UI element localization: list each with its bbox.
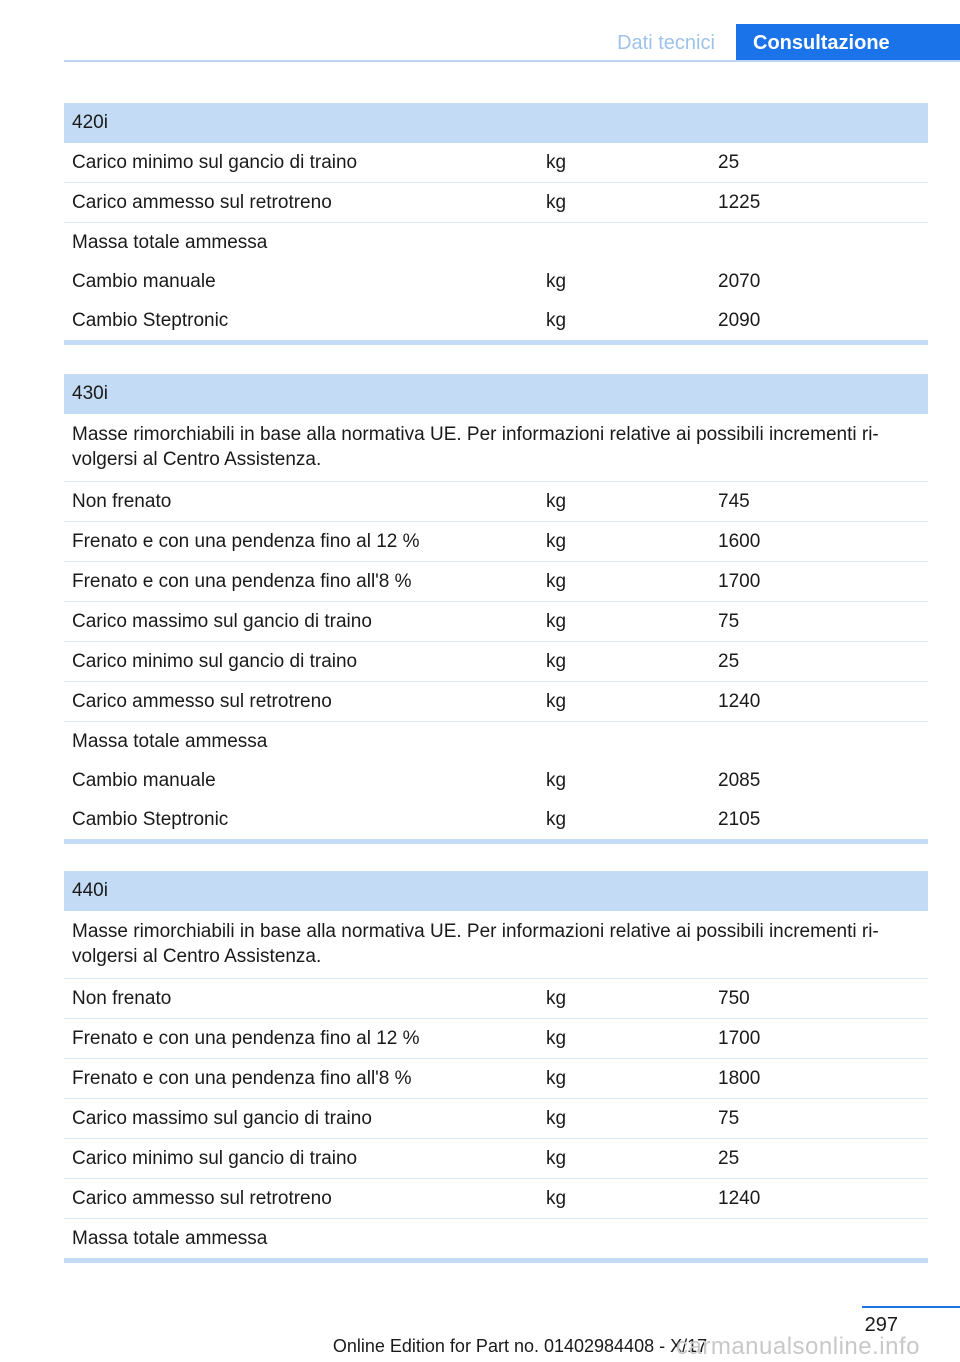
row-label: Carico minimo sul gancio di traino <box>72 151 358 173</box>
table-title: 420i <box>64 103 928 143</box>
table-title: 440i <box>64 871 928 911</box>
table-row <box>64 183 928 223</box>
row-value: 745 <box>718 490 750 512</box>
row-unit: kg <box>546 769 567 791</box>
row-unit: kg <box>546 987 567 1009</box>
row-label: Frenato e con una pendenza fino all'8 % <box>72 570 412 592</box>
row-label: Cambio manuale <box>72 270 216 292</box>
row-unit: kg <box>546 690 567 712</box>
row-unit: kg <box>546 1187 567 1209</box>
table-row <box>64 1059 928 1099</box>
row-label: Carico ammesso sul retrotreno <box>72 690 332 712</box>
row-unit: kg <box>546 1107 567 1129</box>
table-row <box>64 1019 928 1059</box>
table-footer-bar <box>64 839 928 844</box>
spec-table-420i <box>64 103 928 345</box>
table-row <box>64 1099 928 1139</box>
table-footer-bar <box>64 340 928 345</box>
row-subheading: Massa totale ammessa <box>72 231 268 253</box>
row-unit: kg <box>546 530 567 552</box>
row-value: 25 <box>718 1147 740 1169</box>
row-value: 1700 <box>718 1027 761 1049</box>
row-value: 2105 <box>718 808 761 830</box>
table-row <box>64 482 928 522</box>
row-unit: kg <box>546 570 567 592</box>
row-label: Non frenato <box>72 490 172 512</box>
row-label: Frenato e con una pendenza fino al 12 % <box>72 1027 420 1049</box>
row-value: 1800 <box>718 1067 761 1089</box>
table-footer-bar <box>64 1258 928 1263</box>
spec-table-430i <box>64 374 928 844</box>
table-row <box>64 800 928 839</box>
row-value: 75 <box>718 1107 740 1129</box>
table-row <box>64 761 928 800</box>
table-row <box>64 1179 928 1219</box>
row-subheading: Massa totale ammessa <box>72 1227 268 1249</box>
row-unit: kg <box>546 490 567 512</box>
table-subheading-row <box>64 1219 928 1258</box>
header-divider <box>64 60 960 62</box>
watermark: carmanualsonline.info <box>676 1333 920 1360</box>
row-unit: kg <box>546 309 567 331</box>
row-value: 1240 <box>718 690 761 712</box>
row-label: Cambio manuale <box>72 769 216 791</box>
row-label: Carico minimo sul gancio di traino <box>72 1147 358 1169</box>
table-row <box>64 562 928 602</box>
table-row <box>64 602 928 642</box>
row-value: 1700 <box>718 570 761 592</box>
row-value: 2085 <box>718 769 761 791</box>
row-unit: kg <box>546 191 567 213</box>
row-label: Non frenato <box>72 987 172 1009</box>
row-label: Cambio Steptronic <box>72 309 229 331</box>
table-row <box>64 642 928 682</box>
edition-footer: Online Edition for Part no. 01402984408 - X/17 <box>332 1336 708 1356</box>
table-row <box>64 1139 928 1179</box>
row-label: Cambio Steptronic <box>72 808 229 830</box>
header-chapter-tab: Consultazione <box>736 24 960 62</box>
table-row <box>64 682 928 722</box>
table-row <box>64 522 928 562</box>
row-label: Frenato e con una pendenza fino al 12 % <box>72 530 420 552</box>
row-label: Carico massimo sul gancio di traino <box>72 610 372 632</box>
table-row <box>64 979 928 1019</box>
table-row <box>64 143 928 183</box>
table-title: 430i <box>64 374 928 414</box>
row-label: Carico ammesso sul retrotreno <box>72 1187 332 1209</box>
table-note: Masse rimorchiabili in base alla normativa UE. Per informazioni relative ai possibili incrementi ri-volgersi al Centro Assistenza. <box>64 414 928 482</box>
row-value: 750 <box>718 987 750 1009</box>
row-unit: kg <box>546 1147 567 1169</box>
row-value: 25 <box>718 151 740 173</box>
row-unit: kg <box>546 650 567 672</box>
row-value: 2070 <box>718 270 761 292</box>
row-unit: kg <box>546 610 567 632</box>
page-number-rule <box>862 1306 960 1308</box>
header-section-tab: Dati tecnici <box>617 32 715 54</box>
row-unit: kg <box>546 1027 567 1049</box>
table-note: Masse rimorchiabili in base alla normativa UE. Per informazioni relative ai possibili incrementi ri-volgersi al Centro Assistenza. <box>64 911 928 979</box>
row-subheading: Massa totale ammessa <box>72 730 268 752</box>
row-value: 1600 <box>718 530 761 552</box>
table-subheading-row <box>64 722 928 761</box>
table-row <box>64 262 928 301</box>
row-unit: kg <box>546 270 567 292</box>
row-unit: kg <box>546 1067 567 1089</box>
page-number: 297 <box>864 1314 898 1336</box>
row-label: Carico ammesso sul retrotreno <box>72 191 332 213</box>
row-value: 25 <box>718 650 740 672</box>
row-unit: kg <box>546 151 567 173</box>
row-value: 75 <box>718 610 740 632</box>
row-unit: kg <box>546 808 567 830</box>
row-value: 1225 <box>718 191 761 213</box>
row-value: 1240 <box>718 1187 761 1209</box>
table-subheading-row <box>64 223 928 262</box>
table-row <box>64 301 928 340</box>
row-value: 2090 <box>718 309 761 331</box>
row-label: Carico minimo sul gancio di traino <box>72 650 358 672</box>
row-label: Frenato e con una pendenza fino all'8 % <box>72 1067 412 1089</box>
row-label: Carico massimo sul gancio di traino <box>72 1107 372 1129</box>
spec-table-440i <box>64 871 928 1263</box>
